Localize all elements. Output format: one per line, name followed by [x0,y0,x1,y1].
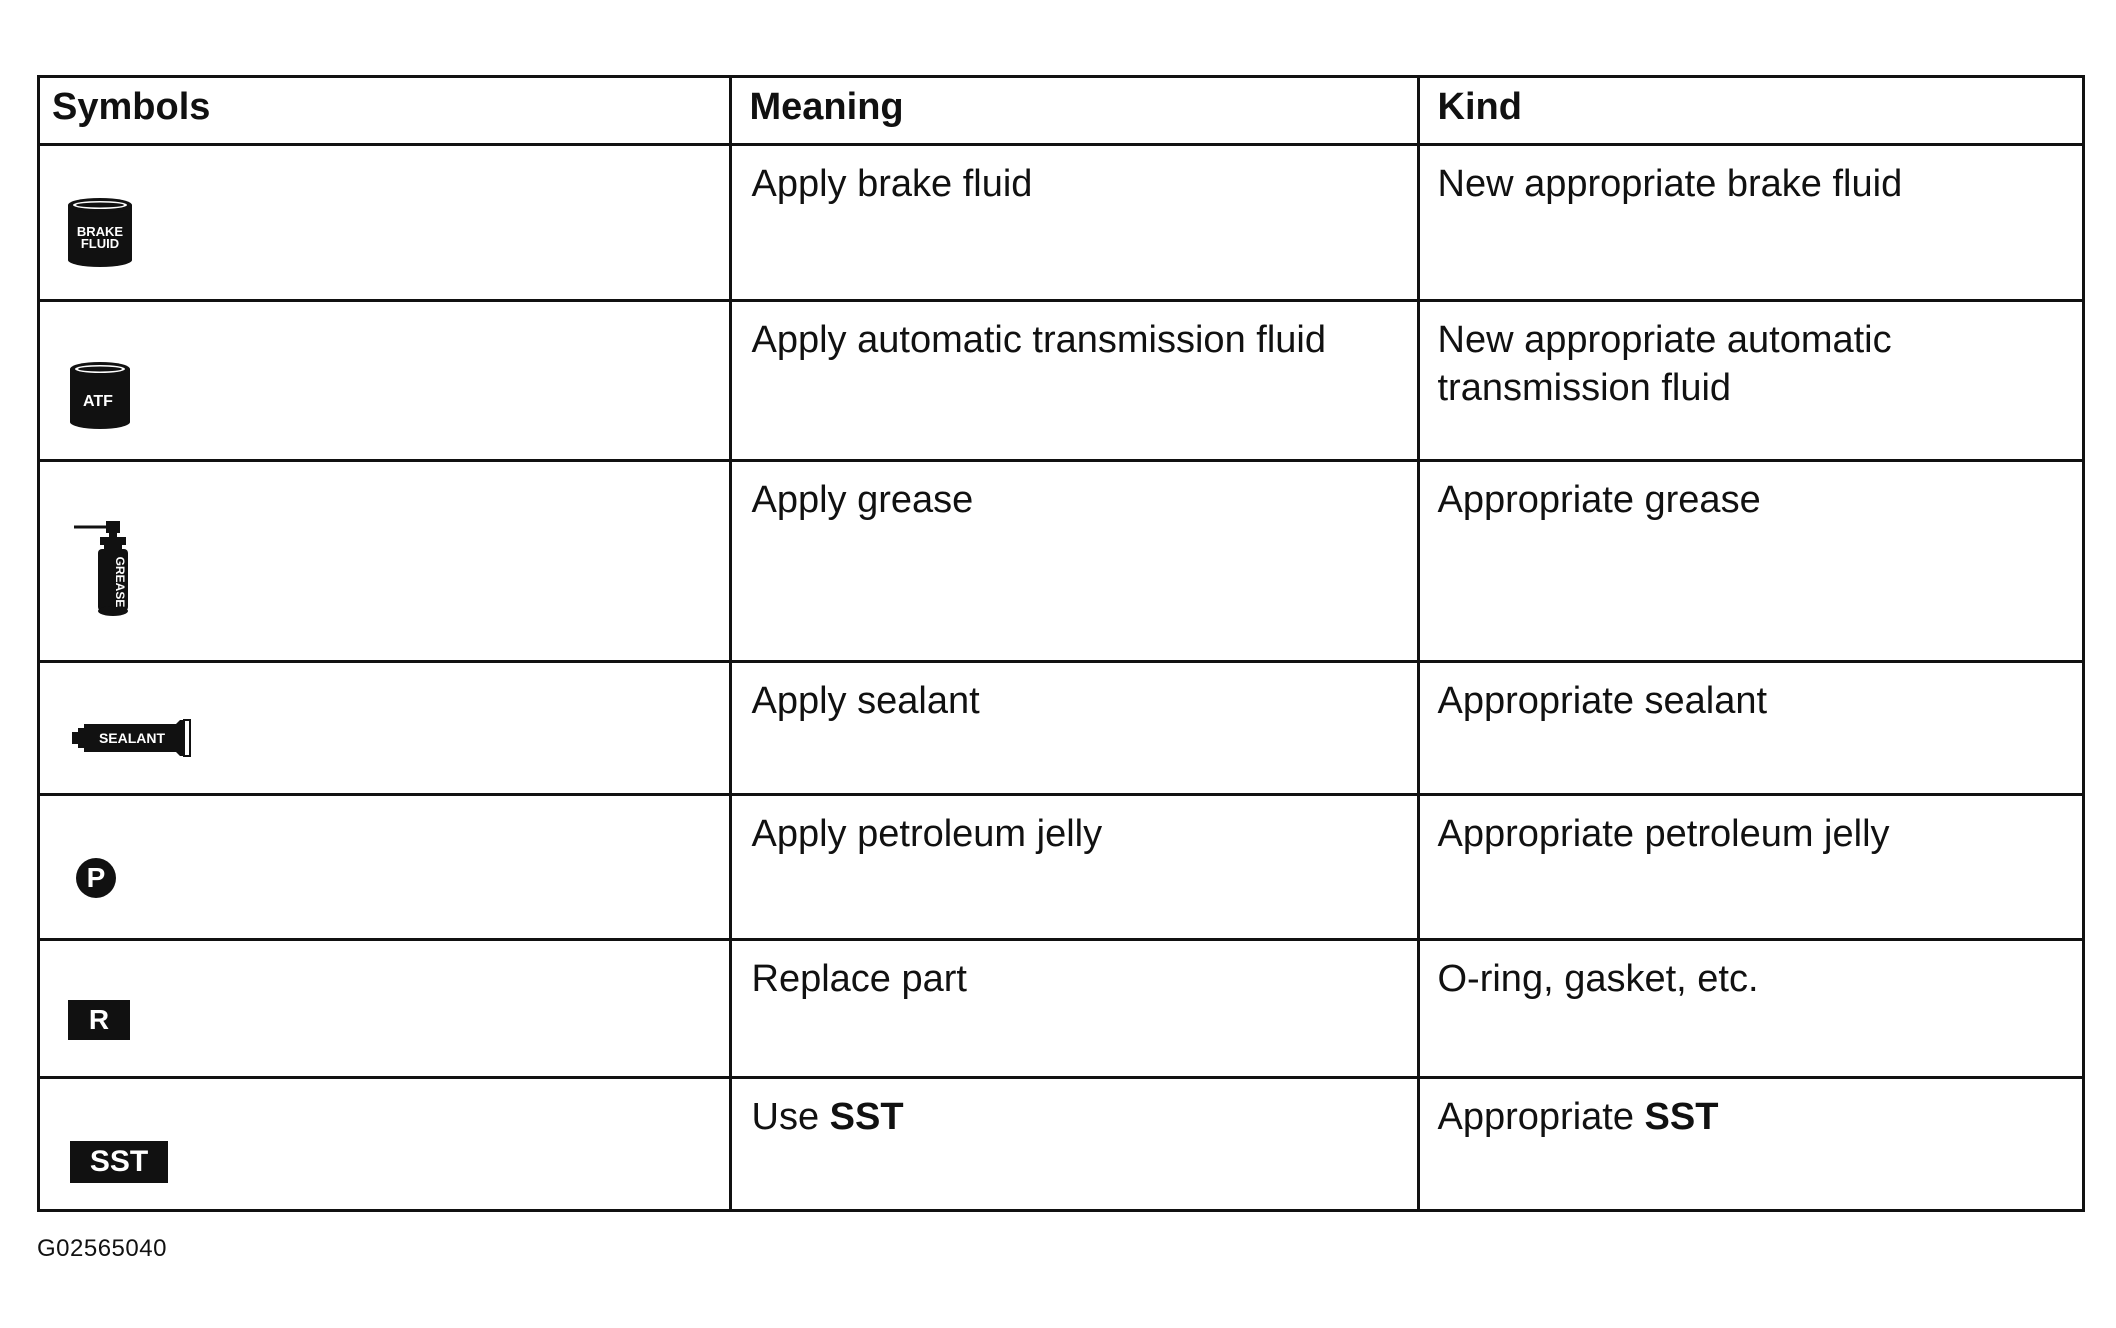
symbols-table-frame [37,75,2085,1212]
meaning-cell: Apply sealant [730,661,1418,794]
symbol-cell [40,794,730,939]
p-badge: P [76,858,116,898]
symbols-table [40,78,2082,1209]
sealant-tube-icon [72,718,194,763]
symbol-cell [40,939,730,1077]
symbol-cell [40,300,730,460]
petroleum-jelly-p-icon [76,858,116,898]
kind-cell: Appropriate petroleum jelly [1418,794,2082,939]
table-row [40,144,2082,300]
table-header-row [40,78,2082,144]
meaning-cell: Replace part [730,939,1418,1077]
kind-cell [1418,1077,2082,1209]
atf-can-icon [68,360,132,435]
sst-badge: SST [70,1141,168,1183]
table-row [40,661,2082,794]
table-row [40,460,2082,661]
kind-line-2: transmission fluid [1437,366,1732,409]
header-symbols: Symbols [40,78,730,144]
meaning-cell [730,1077,1418,1209]
table-row [40,300,2082,460]
sealant-icon-text: SEALANT [98,729,166,746]
kind-prefix: Appropriate [1437,1095,1645,1138]
symbol-cell [40,460,730,661]
kind-bold: SST [1644,1095,1719,1138]
kind-cell: New appropriate brake fluid [1418,144,2082,300]
header-meaning: Meaning [730,78,1418,144]
atf-icon-text: ATF [83,392,113,410]
brake-icon-text-2: FLUID [80,235,120,251]
table-row [40,939,2082,1077]
r-badge: R [68,1000,130,1040]
brake-fluid-can-icon [66,196,134,273]
brake-icon-text-1: BRAKE [76,223,124,239]
replace-part-r-icon [68,1000,130,1040]
sst-icon [70,1141,168,1183]
kind-line-1: New appropriate automatic [1437,318,1892,361]
table-row [40,794,2082,939]
kind-cell: Appropriate grease [1418,460,2082,661]
header-kind: Kind [1418,78,2082,144]
meaning-bold: SST [829,1095,904,1138]
meaning-cell: Apply automatic transmission fluid [730,300,1418,460]
meaning-cell: Apply petroleum jelly [730,794,1418,939]
meaning-cell: Apply grease [730,460,1418,661]
symbol-cell [40,144,730,300]
figure-code: G02565040 [37,1235,167,1262]
grease-spray-can-icon [72,519,142,624]
grease-icon-text: GREASE [113,556,127,607]
table-row [40,1077,2082,1209]
kind-cell [1418,300,2082,460]
kind-cell: Appropriate sealant [1418,661,2082,794]
meaning-prefix: Use [751,1095,830,1138]
kind-cell: O-ring, gasket, etc. [1418,939,2082,1077]
symbol-cell [40,1077,730,1209]
meaning-cell: Apply brake fluid [730,144,1418,300]
symbol-cell [40,661,730,794]
